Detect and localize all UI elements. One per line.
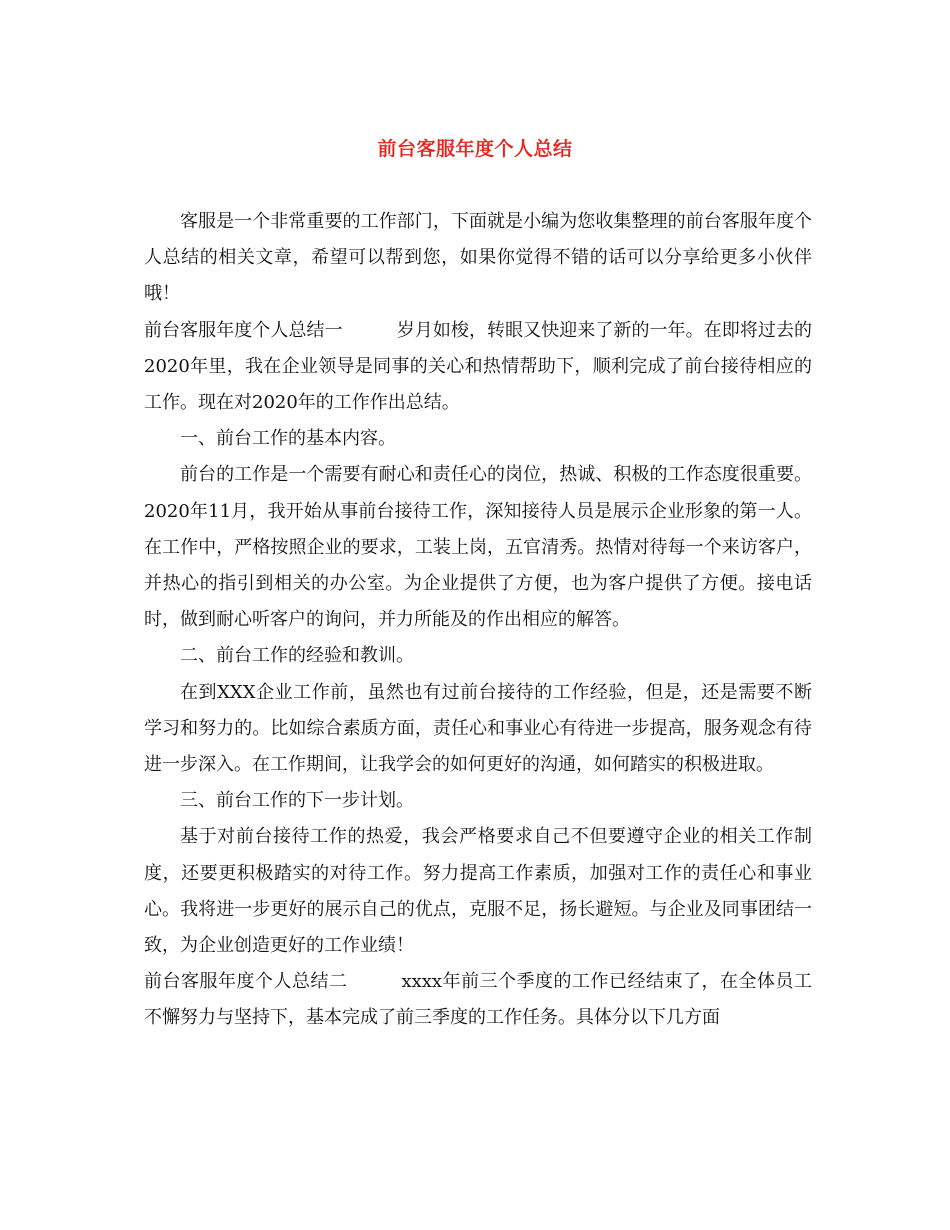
intro-paragraph: 客服是一个非常重要的工作部门，下面就是小编为您收集整理的前台客服年度个人总结的相关文章，希望可以帮到您，如果你觉得不错的话可以分享给更多小伙伴哦！ bbox=[144, 211, 812, 305]
section-two-title: 二、前台工作的经验和教训。 bbox=[180, 645, 414, 667]
section-two-body: 在到XXX企业工作前，虽然也有过前台接待的工作经验，但是，还是需要不断学习和努力的。比如综合素质方面，责任心和事业心有待进一步提高，服务观念有待进一步深入。在工作期间，让我学会的如何更好的沟通，如何踏实的积极进取。 bbox=[144, 681, 812, 776]
summary-two-text: xxxx年前三个季度的工作已经结束了，在全体员工不懈努力与坚持下，基本完成了前三季度的工作任务。具体分以下几方面 bbox=[144, 971, 813, 1029]
summary-one-heading: 前台客服年度个人总结一 bbox=[144, 319, 343, 341]
summary-one-paragraph bbox=[144, 313, 812, 422]
section-one-body: 前台的工作是一个需要有耐心和责任心的岗位，热诚、积极的工作态度很重要。2020年11月，我开始从事前台接待工作，深知接待人员是展示企业形象的第一人。在工作中，严格按照企业的要求，工装上岗，五官清秀。热情对待每一个来访客户，并热心的指引到相关的办公室。为企业提供了方便，也为客户提供了方便。接电话时，做到耐心听客户的询问，并力所能及的作出相应的解答。 bbox=[144, 464, 812, 631]
document-title: 前台客服年度个人总结 bbox=[377, 138, 573, 160]
section-three-body: 基于对前台接待工作的热爱，我会严格要求自己不但要遵守企业的相关工作制度，还要更积极踏实的对待工作。努力提高工作素质，加强对工作的责任心和事业心。我将进一步更好的展示自己的优点，克服不足，扬长避短。与企业及同事团结一致，为企业创造更好的工作业绩！ bbox=[144, 826, 812, 957]
document-body bbox=[144, 204, 812, 1037]
section-three-title: 三、前台工作的下一步计划。 bbox=[180, 790, 414, 812]
summary-two-heading: 前台客服年度个人总结二 bbox=[144, 971, 348, 993]
summary-two-paragraph bbox=[144, 964, 812, 1036]
summary-one-text: 岁月如梭，转眼又快迎来了新的一年。在即将过去的2020年里，我在企业领导是同事的关心和热情帮助下，顺利完成了前台接待相应的工作。现在对2020年的工作作出总结。 bbox=[144, 319, 813, 414]
section-one-title: 一、前台工作的基本内容。 bbox=[180, 428, 396, 450]
